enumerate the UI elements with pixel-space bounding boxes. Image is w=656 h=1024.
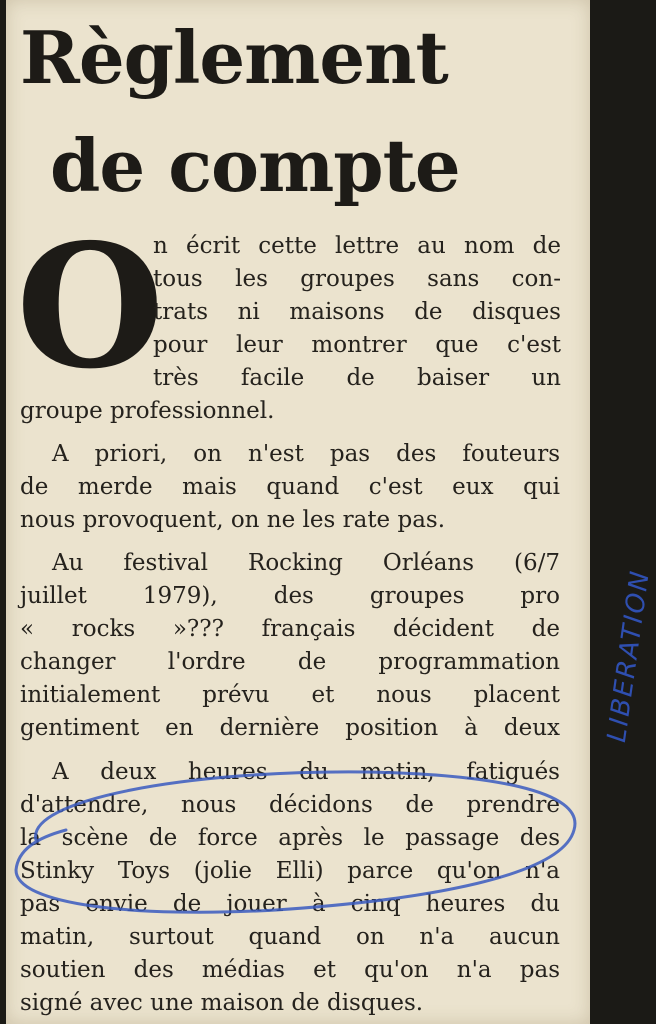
para4-line-5: pas envie de jouer à cinq heures du bbox=[20, 891, 560, 917]
para1-line-3: trats ni maisons de disques bbox=[153, 299, 561, 325]
para2-line-2: de merde mais quand c'est eux qui bbox=[20, 474, 560, 500]
para3-line-4: changer l'ordre de programmation bbox=[20, 649, 560, 675]
drop-cap: O bbox=[16, 207, 165, 407]
para4-line-7: soutien des médias et qu'on n'a pas bbox=[20, 957, 560, 983]
para3-line-2: juillet 1979), des groupes pro bbox=[20, 583, 560, 609]
newspaper-clipping bbox=[6, 0, 656, 1024]
para4-line-4: Stinky Toys (jolie Elli) parce qu'on n'a bbox=[20, 858, 560, 884]
para3-line-3: « rocks »??? français décident de bbox=[20, 616, 560, 642]
headline-line-2: de compte bbox=[50, 123, 460, 208]
para3-line-6: gentiment en dernière position à deux bbox=[20, 715, 560, 741]
para4-line-3: la scène de force après le passage des bbox=[20, 825, 560, 851]
para4-line-6: matin, surtout quand on n'a aucun bbox=[20, 924, 560, 950]
para1-line-6: groupe professionnel. bbox=[20, 398, 275, 424]
headline-line-1: Règlement bbox=[20, 15, 448, 100]
para1-line-1: n écrit cette lettre au nom de bbox=[153, 233, 561, 259]
para1-line-4: pour leur montrer que c'est bbox=[153, 332, 561, 358]
handwritten-note bbox=[566, 440, 656, 745]
para4-line-2: d'attendre, nous décidons de prendre bbox=[20, 792, 560, 818]
para4-line-8: signé avec une maison de disques. bbox=[20, 990, 424, 1016]
para4-line-1: A deux heures du matin, fatigués bbox=[52, 759, 560, 785]
headline bbox=[20, 4, 580, 220]
para2-line-1: A priori, on n'est pas des fouteurs bbox=[52, 441, 560, 467]
handwritten-note-text: LIBERATION bbox=[602, 567, 656, 745]
para1-line-5: très facile de baiser un bbox=[153, 365, 561, 391]
para2-line-3: nous provoquent, on ne les rate pas. bbox=[20, 507, 446, 533]
para3-line-5: initialement prévu et nous placent bbox=[20, 682, 560, 708]
para3-line-1: Au festival Rocking Orléans (6/7 bbox=[52, 550, 560, 576]
para1-line-2: tous les groupes sans con- bbox=[153, 266, 561, 292]
